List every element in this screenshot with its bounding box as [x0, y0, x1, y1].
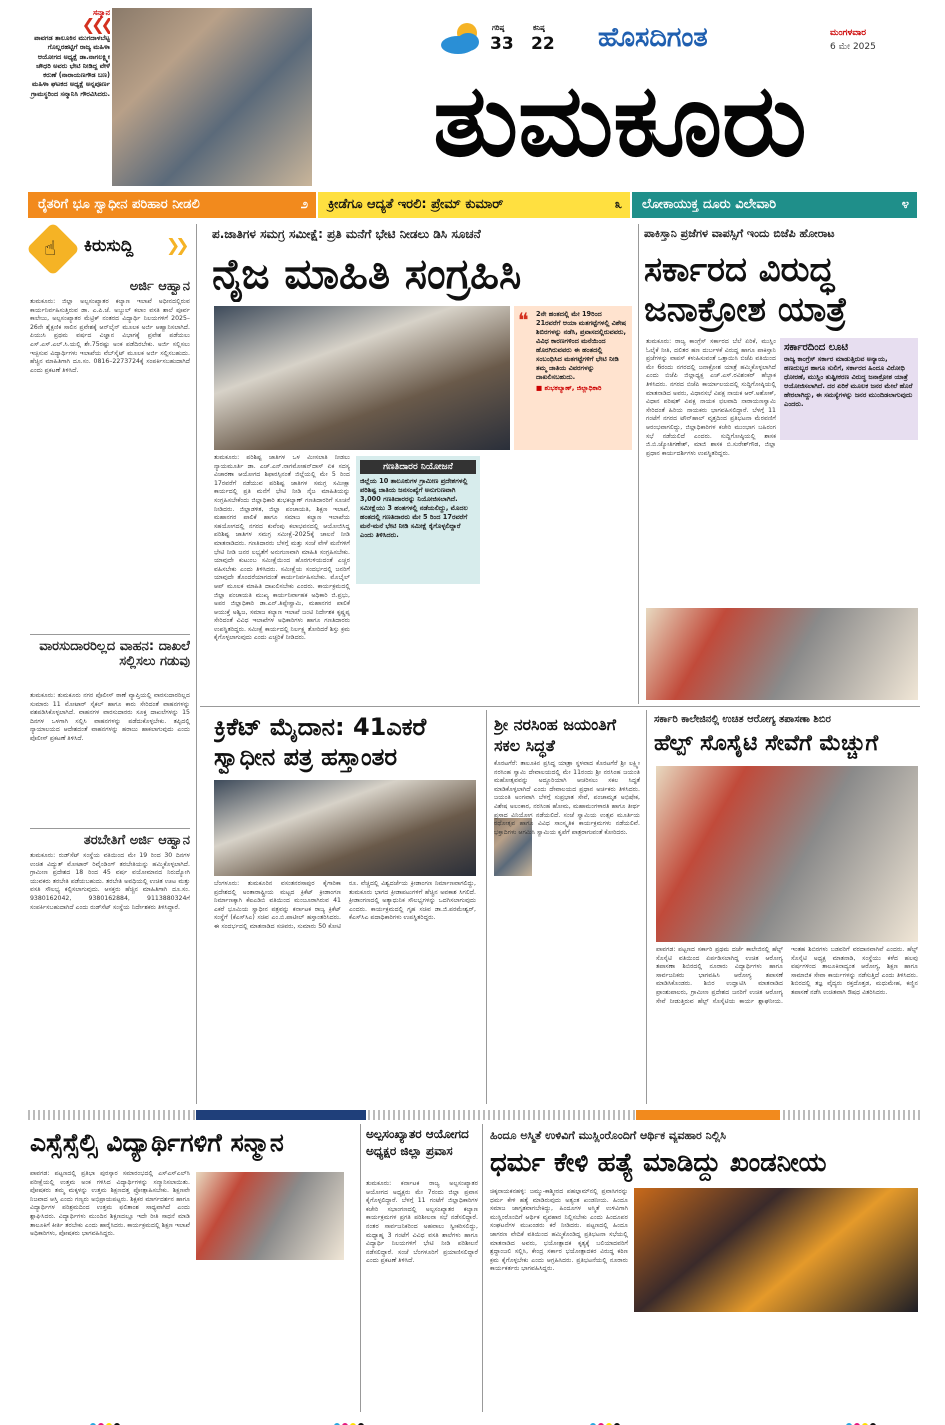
strip-link-3[interactable]: ಲೋಕಾಯುಕ್ತ ದೂರು ವಿಲೇವಾರಿ ೪	[632, 192, 917, 218]
sslc-title: ಎಸ್ಸೆಸ್ಸೆಲ್ಸಿ ವಿದ್ಯಾರ್ಥಿಗಳಿಗೆ ಸನ್ಮಾನ	[30, 1130, 284, 1157]
lead-callout-credit: ■ ಶುಭಕಲ್ಯಾಣ್, ಜಿಲ್ಲಾಧಿಕಾರಿ	[536, 384, 602, 392]
hindu-body-cont	[634, 1316, 918, 1408]
registration-dots-1	[90, 1414, 122, 1425]
temp-low-label: ಕನಿಷ್ಠ	[533, 24, 545, 32]
lead-callout	[514, 306, 632, 450]
right-box	[780, 338, 918, 440]
right-box-title: ಸರ್ಕಾರದಿಂದ ಲೂಟಿ	[784, 342, 849, 353]
corner-caption	[28, 8, 110, 190]
narasimha-body: ಕೊರಟಗೆರೆ: ತಾಲೂಕಿನ ಪ್ರಸಿದ್ಧ ಯಾತ್ರಾ ಸ್ಥಳವಾದ ಕೊರಟಗೆರೆ ಶ್ರೀ ಲಕ್ಷ್ಮೀ ನರಸಿಂಹ ಸ್ವಾಮಿ ದೇವಾಲಯದಲ್ಲಿ ಮೇ 11ರಂದು ಶ್ರೀ ನರಸಿಂಹ ಜಯಂತಿ ಮಹೋತ್ಸವವನ್ನು ಅದ್ದೂರಿಯಾಗಿ ಆಚರಿಸಲು ಸಕಲ ಸಿದ್ಧತೆ ಮಾಡಿಕೊಳ್ಳಲಾಗಿದೆ ಎಂದು ದೇವಾಲಯದ ಪ್ರಧಾನ ಅರ್ಚಕರು ತಿಳಿಸಿದರು. ಜಯಂತಿ ಅಂಗವಾಗಿ ಬೆಳಗ್ಗೆ ಸುಪ್ರಭಾತ ಸೇವೆ, ಪಂಚಾಮೃತ ಅಭಿಷೇಕ, ವಿಶೇಷ ಅಲಂಕಾರ, ನರಸಿಂಹ ಹೋಮ, ಮಹಾಮಂಗಳಾರತಿ ಹಾಗೂ ತೀರ್ಥ ಪ್ರಸಾದ ವಿನಿಯೋಗ ನಡೆಯಲಿದೆ. ಸಂಜೆ ಸ್ವಾಮಿಯ ಉತ್ಸವ ಮೂರ್ತಿಯ ರಥೋತ್ಸವ ಹಾಗೂ ವಿವಿಧ ಸಾಂಸ್ಕೃತಿಕ ಕಾರ್ಯಕ್ರಮಗಳು ನಡೆಯಲಿವೆ. ಭಕ್ತಾದಿಗಳು ಆಗಮಿಸಿ ಸ್ವಾಮಿಯ ಕೃಪೆಗೆ ಪಾತ್ರರಾಗುವಂತೆ ಕೋರಿದರು.	[494, 760, 640, 836]
corner-tag: ಸನ್ಮಾನ	[92, 8, 110, 17]
health-kicker: ಸರ್ಕಾರಿ ಕಾಲೇಜಿನಲ್ಲಿ ಉಚಿತ ಆರೋಗ್ಯ ತಪಾಸಣಾ ಶಿಬಿರ	[654, 714, 831, 725]
hindu-body: ಚಿಕ್ಕನಾಯಕನಹಳ್ಳಿ: ಜಮ್ಮು-ಕಾಶ್ಮೀರದ ಪಹಲ್ಗಾಮ್‌ನಲ್ಲಿ ಪ್ರವಾಸಿಗರನ್ನು ಧರ್ಮ ಕೇಳಿ ಹತ್ಯೆ ಮಾಡಿರುವುದು ಅತ್ಯಂತ ಖಂಡನೀಯ. ಹಿಂದೂ ಸಮಾಜ ಜಾಗೃತವಾಗಬೇಕಿದ್ದು, ಹಿಂದೂಗಳ ಅಸ್ಮಿತೆ ಉಳಿವಿಗಾಗಿ ಮುಸ್ಲಿಂರೊಂದಿಗೆ ಆರ್ಥಿಕ ವ್ಯವಹಾರ ನಿಲ್ಲಿಸಬೇಕು ಎಂದು ಹಿಂದೂಪರ ಸಂಘಟನೆಗಳ ಮುಖಂಡರು ಕರೆ ನೀಡಿದರು. ಪಟ್ಟಣದಲ್ಲಿ ಹಿಂದೂ ಜಾಗರಣ ವೇದಿಕೆ ವತಿಯಿಂದ ಹಮ್ಮಿಕೊಂಡಿದ್ದ ಪ್ರತಿಭಟನಾ ಸಭೆಯಲ್ಲಿ ಮಾತನಾಡಿದ ಅವರು, ಭಯೋತ್ಪಾದಕ ಕೃತ್ಯಕ್ಕೆ ಬಲಿಯಾದವರಿಗೆ ಶ್ರದ್ಧಾಂಜಲಿ ಸಲ್ಲಿಸಿ, ಕೇಂದ್ರ ಸರ್ಕಾರ ಭಯೋತ್ಪಾದಕರ ವಿರುದ್ಧ ಕಠಿಣ ಕ್ರಮ ಕೈಗೊಳ್ಳಬೇಕು ಎಂದು ಆಗ್ರಹಿಸಿದರು. ಪ್ರತಿಭಟನೆಯಲ್ಲಿ ನೂರಾರು ಕಾರ್ಯಕರ್ತರು ಭಾಗವಹಿಸಿದ್ದರು.	[490, 1188, 628, 1273]
lead-callout-text: 2ನೇ ಹಂತದಲ್ಲಿ ಮೇ 19ರಿಂದ 21ರವರೆಗೆ ಆಯಾ ಮತಗಟ್ಟೆಗಳಲ್ಲಿ ವಿಶೇಷ ಶಿಬಿರಗಳನ್ನು ನಡೆಸಿ, ಪ್ರವಾಸದಲ್ಲಿರುವವರು, ವಿವಿಧ ಕಾರಣಗಳಿಂದ ಮನೆಯಿಂದ ಹೊರಗಿರುವವರು ಈ ಹಂತದಲ್ಲಿ ಸಂಬಂಧಿಸಿದ ಮತಗಟ್ಟೆಗಳಿಗೆ ಭೇಟಿ ನೀಡಿ ತಮ್ಮ ಜಾತಿಯ ವಿವರಗಳನ್ನು ದಾಖಲಿಸಬಹುದು.	[536, 310, 627, 381]
corner-text: ಪಾವಗಡ ತಾಲೂಕಿನ ಮುಗದಾಳಬೆಟ್ಟ ಗೊಲ್ಲರಹಟ್ಟಿಗೆ ರಾಜ್ಯ ಮಹಿಳಾ ಆಯೋಗದ ಅಧ್ಯಕ್ಷೆ ಡಾ.ನಾಗಲಕ್ಷ್ಮೀ ಚೌಧರಿ ಅವರು ಭೇಟಿ ನೀಡಿದ್ದ ವೇಳೆ ಕರುಣೆ (ನಾರಾಯಣಗೌಡ ಬಣ) ಮಹಿಳಾ ಘಟಕದ ಅಧ್ಯಕ್ಷೆ ಅನ್ನಪೂರ್ಣ ಗ್ರಾಮಸ್ಥರಿಂದ ಸನ್ಮಾನಿಸಿ ಗೌರವಿಸಿದರು.	[30, 34, 110, 98]
lead-title: ನೈಜ ಮಾಹಿತಿ ಸಂಗ್ರಹಿಸಿ	[212, 252, 522, 298]
lead-box-body: ಜಿಲ್ಲೆಯ 10 ತಾಲೂಕುಗಳ ಗ್ರಾಮೀಣ ಪ್ರದೇಶಗಳಲ್ಲಿ ಪರಿಶಿಷ್ಟ ಜಾತಿಯ ಜನಸಂಖ್ಯೆಗೆ ಅನುಗುಣವಾಗಿ 3,000 ಗಣತಿದಾರರನ್ನು ನಿಯೋಜಿಸಲಾಗಿದೆ. ಸಮೀಕ್ಷೆಯು 3 ಹಂತಗಳಲ್ಲಿ ನಡೆಯಲಿದ್ದು, ಮೊದಲ ಹಂತದಲ್ಲಿ ಗಣತಿದಾರರು ಮೇ 5 ರಿಂದ 17ರವರೆಗೆ ಮನೆ-ಮನೆ ಭೇಟಿ ನೀಡಿ ಸಮೀಕ್ಷೆ ಕೈಗೊಳ್ಳಲಿದ್ದಾರೆ ಎಂದು ತಿಳಿಸಿದರು.	[360, 477, 468, 539]
bottom-divider	[28, 1110, 920, 1120]
masthead-date: 6 ಮೇ 2025	[830, 42, 876, 52]
weather-cloud-icon	[436, 20, 488, 56]
right-photo	[646, 608, 918, 700]
cricket-title: ಕ್ರಿಕೆಟ್ ಮೈದಾನ: 41ಎಕರೆ ಸ್ವಾಧೀನ ಪತ್ರ ಹಸ್ತಾಂತರ	[214, 713, 427, 771]
strip-link-2[interactable]: ಕ್ರೀಡೆಗೂ ಆದ್ಯತೆ ಇರಲಿ: ಪ್ರೇಮ್ ಕುಮಾರ್ ೩	[318, 192, 630, 218]
health-photo	[656, 766, 918, 942]
lead-box-title: ಗಣತಿದಾರರ ನಿಯೋಜನೆ	[360, 460, 476, 474]
left-s1-title: ಅರ್ಜಿ ಆಹ್ವಾನ	[129, 280, 190, 294]
temp-low: 22	[531, 34, 555, 54]
left-s2-body: ತುಮಕೂರು: ತುಮಕೂರು ನಗರ ಪೊಲೀಸ್ ಠಾಣೆ ವ್ಯಾಪ್ತಿಯಲ್ಲಿ ವಾರಸುದಾರರಿಲ್ಲದ ಸುಮಾರು 11 ಮೋಟಾರ್ ಸೈಕಲ್ ಹಾಗೂ ಕಾರು ಸೇರಿದಂತೆ ವಾಹನಗಳನ್ನು ವಶಪಡಿಸಿಕೊಳ್ಳಲಾಗಿದೆ. ವಾಹನಗಳ ವಾರಸುದಾರರು ಸೂಕ್ತ ದಾಖಲೆಗಳನ್ನು 15 ದಿನಗಳ ಒಳಗಾಗಿ ಸಲ್ಲಿಸಿ ವಾಹನಗಳನ್ನು ಪಡೆದುಕೊಳ್ಳಬೇಕು. ತಪ್ಪಿದಲ್ಲಿ ನ್ಯಾಯಾಲಯದ ಆದೇಶದಂತೆ ವಾಹನಗಳನ್ನು ಹರಾಜು ಹಾಕಲಾಗುವುದು ಎಂದು ಪೊಲೀಸ್ ಪ್ರಕಟಣೆ ತಿಳಿಸಿದೆ.	[30, 692, 190, 742]
kirusuddi-brand: ಕಿರುಸುದ್ದಿ	[84, 236, 134, 256]
registration-dots-3	[590, 1414, 622, 1425]
hindu-photo	[634, 1188, 918, 1312]
corner-photo	[112, 8, 312, 186]
registration-dots-4	[846, 1414, 878, 1425]
bottom-accent-blue	[196, 1110, 366, 1120]
hindu-title: ಧರ್ಮ ಕೇಳಿ ಹತ್ಯೆ ಮಾಡಿದ್ದು ಖಂಡನೀಯ	[490, 1150, 827, 1178]
sslc-photo	[196, 1172, 344, 1260]
chevron-icon: ❮❮❮	[81, 15, 110, 34]
lead-kicker: ಪ.ಜಾತಿಗಳ ಸಮಗ್ರ ಸಮೀಕ್ಷೆ: ಪ್ರತಿ ಮನೆಗೆ ಭೇಟಿ ನೀಡಲು ಡಿಸಿ ಸೂಚನೆ	[212, 228, 481, 241]
right-title: ಸರ್ಕಾರದ ವಿರುದ್ಧ ಜನಾಕ್ರೋಶ ಯಾತ್ರೆ	[644, 250, 848, 330]
lead-body-left	[214, 454, 350, 702]
right-body: ತುಮಕೂರು: ರಾಜ್ಯ ಕಾಂಗ್ರೆಸ್ ಸರ್ಕಾರದ ಬೆಲೆ ಏರಿಕೆ, ಮುಸ್ಲಿಂ ಓಲೈಕೆ ನೀತಿ, ದಲಿತರ ಹಣ ದುರ್ಬಳಕೆ ವಿರುದ್ಧ ಹಾಗೂ ಪಾಕಿಸ್ತಾನಿ ಪ್ರಜೆಗಳನ್ನು ವಾಪಸ್ ಕಳುಹಿಸುವಂತೆ ಒತ್ತಾಯಿಸಿ ಬಿಜೆಪಿ ವತಿಯಿಂದ ಮೇ 6ರಂದು ನಗರದಲ್ಲಿ ಜನಾಕ್ರೋಶ ಯಾತ್ರೆ ಹಮ್ಮಿಕೊಳ್ಳಲಾಗಿದೆ ಎಂದು ಬಿಜೆಪಿ ಜಿಲ್ಲಾಧ್ಯಕ್ಷ ಎಚ್.ಎಸ್.ರವಿಶಂಕರ್ ಹೆಬ್ಬಾಕ ತಿಳಿಸಿದರು. ನಗರದ ಬಿಜೆಪಿ ಕಾರ್ಯಾಲಯದಲ್ಲಿ ಸುದ್ದಿಗೋಷ್ಠಿಯಲ್ಲಿ ಮಾತನಾಡಿದ ಅವರು, ವಿಧಾನಸಭೆ ವಿಪಕ್ಷ ನಾಯಕ ಆರ್.ಅಶೋಕ್, ವಿಧಾನ ಪರಿಷತ್ ವಿಪಕ್ಷ ನಾಯಕ ಛಲವಾದಿ ನಾರಾಯಣಸ್ವಾಮಿ ಸೇರಿದಂತೆ ಹಿರಿಯ ನಾಯಕರು ಭಾಗವಹಿಸಲಿದ್ದಾರೆ. ಬೆಳಗ್ಗೆ 11 ಗಂಟೆಗೆ ನಗರದ ಟೌನ್‌ಹಾಲ್ ವೃತ್ತದಿಂದ ಪ್ರತಿಭಟನಾ ಮೆರವಣಿಗೆ ಆರಂಭವಾಗಲಿದ್ದು, ಜಿಲ್ಲಾಧಿಕಾರಿಗಳ ಕಚೇರಿ ಮುಂಭಾಗ ಬಹಿರಂಗ ಸಭೆ ನಡೆಯಲಿದೆ ಎಂದರು. ಸುದ್ದಿಗೋಷ್ಠಿಯಲ್ಲಿ ಶಾಸಕ ಜಿ.ಬಿ.ಜ್ಯೋತಿಗಣೇಶ್, ಮಾಜಿ ಶಾಸಕ ಬಿ.ಸುರೇಶ್‌ಗೌಡ, ಜಿಲ್ಲಾ ಪ್ರಧಾನ ಕಾರ್ಯದರ್ಶಿಗಳು ಉಪಸ್ಥಿತರಿದ್ದರು.	[646, 338, 776, 457]
brand-name: ಹೊಸದಿಗಂತ	[598, 22, 708, 53]
chevron-right-icon: ❯❯	[166, 236, 185, 256]
minority-body: ತುಮಕೂರು: ಕರ್ನಾಟಕ ರಾಜ್ಯ ಅಲ್ಪಸಂಖ್ಯಾತರ ಆಯೋಗದ ಅಧ್ಯಕ್ಷರು ಮೇ 7ರಂದು ಜಿಲ್ಲಾ ಪ್ರವಾಸ ಕೈಗೊಳ್ಳಲಿದ್ದಾರೆ. ಬೆಳಗ್ಗೆ 11 ಗಂಟೆಗೆ ಜಿಲ್ಲಾಧಿಕಾರಿಗಳ ಕಚೇರಿ ಸಭಾಂಗಣದಲ್ಲಿ ಅಲ್ಪಸಂಖ್ಯಾತರ ಕಲ್ಯಾಣ ಕಾರ್ಯಕ್ರಮಗಳ ಪ್ರಗತಿ ಪರಿಶೀಲನಾ ಸಭೆ ನಡೆಸಲಿದ್ದಾರೆ. ನಂತರ ಸಾರ್ವಜನಿಕರಿಂದ ಅಹವಾಲು ಸ್ವೀಕರಿಸಲಿದ್ದು, ಮಧ್ಯಾಹ್ನ 3 ಗಂಟೆಗೆ ವಿವಿಧ ವಸತಿ ಶಾಲೆಗಳು ಹಾಗೂ ವಿದ್ಯಾರ್ಥಿ ನಿಲಯಗಳಿಗೆ ಭೇಟಿ ನೀಡಿ ಪರಿಶೀಲನೆ ನಡೆಸಲಿದ್ದಾರೆ. ಸಂಜೆ ಬೆಂಗಳೂರಿಗೆ ಪ್ರಯಾಣಿಸಲಿದ್ದಾರೆ ಎಂದು ಪ್ರಕಟಣೆ ತಿಳಿಸಿದೆ.	[366, 1180, 478, 1265]
lead-body-mid	[356, 588, 480, 702]
left-s1-body: ತುಮಕೂರು: ಜಿಲ್ಲಾ ಅಲ್ಪಸಂಖ್ಯಾತರ ಕಲ್ಯಾಣ ಇಲಾಖೆ ಅಧೀನದಲ್ಲಿರುವ ಕಾರ್ಯನಿರ್ವಹಿಸುತ್ತಿರುವ ಡಾ. ಎ.ಪಿ.ಜೆ. ಅಬ್ದುಲ್ ಕಲಾಂ ವಸತಿ ಶಾಲೆ ಪೂರ್ವ ಕಾಲೇಜು, ಅಲ್ಪಸಂಖ್ಯಾತರ ಮೆಟ್ರಿಕ್ ನಂತರದ ವಿದ್ಯಾರ್ಥಿ ನಿಲಯಗಳಿಗೆ 2025–26ನೇ ಶೈಕ್ಷಣಿಕ ಸಾಲಿನ ಪ್ರವೇಶಕ್ಕೆ ಆನ್‌ಲೈನ್ ಮೂಲಕ ಅರ್ಜಿ ಆಹ್ವಾನಿಸಲಾಗಿದೆ. ಪಿಯುಸಿ ಪ್ರಥಮ ವರ್ಷದ ವಿಜ್ಞಾನ ವಿಭಾಗಕ್ಕೆ ಪ್ರವೇಶ ಪಡೆಯಲು ಎಸ್.ಎಸ್.ಎಲ್.ಸಿ.ಯಲ್ಲಿ ಶೇ.75ರಷ್ಟು ಅಂಕ ಪಡೆದಿರಬೇಕು. ಅರ್ಜಿ ಸಲ್ಲಿಸಲು ಇಚ್ಛಿಸುವ ವಿದ್ಯಾರ್ಥಿಗಳು ಇಲಾಖೆಯ ವೆಬ್‌ಸೈಟ್ ಮೂಲಕ ಅರ್ಜಿ ಸಲ್ಲಿಸಬಹುದು. ಹೆಚ್ಚಿನ ಮಾಹಿತಿಗಾಗಿ ದೂ.ಸಂ. 0816–2273724ಕ್ಕೆ ಸಂಪರ್ಕಿಸಬಹುದಾಗಿದೆ ಎಂದು ಪ್ರಕಟಣೆ ತಿಳಿಸಿದೆ.	[30, 298, 190, 374]
narasimha-title: ಶ್ರೀ ನರಸಿಂಹ ಜಯಂತಿಗೆ ಸಕಲ ಸಿದ್ಧತೆ	[494, 715, 617, 755]
right-box-body: ರಾಜ್ಯ ಕಾಂಗ್ರೆಸ್ ಸರ್ಕಾರ ಮಾಡುತ್ತಿರುವ ಅನ್ಯಾಯ, ಹಣದುಬ್ಬರ ಹಾಗೂ ಸುಲಿಗೆ, ಸರ್ಕಾರದ ಹಿಂದೂ ವಿರೋಧಿ ಧೋರಣೆ, ಮುಸ್ಲಿಂ ತುಷ್ಟೀಕರಣ ವಿರುದ್ಧ ಜನಾಕ್ರೋಶ ಯಾತ್ರೆ ಆಯೋಜಿಸಲಾಗಿದೆ. ದರ ಏರಿಕೆ ಮೂಲಕ ಜನರ ಮೇಲೆ ಹೊರೆ ಹೇರಲಾಗಿದ್ದು, ಈ ಸಮಸ್ಯೆಗಳನ್ನು ಜನರ ಮುಂದಿಡಲಾಗುವುದು ಎಂದರು.	[784, 355, 913, 408]
temp-high: 33	[490, 34, 514, 54]
health-title: ಹೆಲ್ಪ್ ಸೊಸೈಟಿ ಸೇವೆಗೆ ಮೆಚ್ಚುಗೆ	[654, 732, 879, 756]
lead-body-text: ತುಮಕೂರು: ಪರಿಶಿಷ್ಟ ಜಾತಿಗಳ ಒಳ ಮೀಸಲಾತಿ ನೀಡಲು ನ್ಯಾಯಮೂರ್ತಿ ಡಾ. ಎಚ್.ಎನ್.ನಾಗಮೋಹನ್‌ದಾಸ್ ಏಕ ಸದಸ್ಯ ವಿಚಾರಣಾ ಆಯೋಗದ ಶಿಫಾರಸ್ಸಿನಂತೆ ಜಿಲ್ಲೆಯಲ್ಲಿ ಮೇ 5 ರಿಂದ 17ರವರೆಗೆ ನಡೆಯುವ ಪರಿಶಿಷ್ಟ ಜಾತಿಗಳ ಸಮಗ್ರ ಸಮೀಕ್ಷಾ ಕಾರ್ಯದಲ್ಲಿ ಪ್ರತಿ ಮನೆಗೆ ಭೇಟಿ ನೀಡಿ ನೈಜ ಮಾಹಿತಿಯನ್ನು ಸಂಗ್ರಹಿಸಬೇಕೆಂದು ಜಿಲ್ಲಾಧಿಕಾರಿ ಶುಭಕಲ್ಯಾಣ್ ಗಣತಿದಾರರಿಗೆ ಸೂಚನೆ ನೀಡಿದರು. ಜಿಲ್ಲಾಡಳಿತ, ಜಿಲ್ಲಾ ಪಂಚಾಯತಿ, ಶಿಕ್ಷಣ ಇಲಾಖೆ, ಮಹಾನಗರ ಪಾಲಿಕೆ ಹಾಗೂ ಸಮಾಜ ಕಲ್ಯಾಣ ಇಲಾಖೆಯ ಸಹಯೋಗದಲ್ಲಿ ನಗರದ ಕುವೆಂಪು ಕಲಾಭವನದಲ್ಲಿ ಆಯೋಜಿಸಿದ್ದ ಪರಿಶಿಷ್ಟ ಜಾತಿಗಳ ಸಮಗ್ರ ಸಮೀಕ್ಷೆ-2025ಕ್ಕೆ ಚಾಲನೆ ನೀಡಿ ಮಾತನಾಡಿದರು. ಗಣತಿದಾರರು ಬೆಳಗ್ಗೆ ಮತ್ತು ಸಂಜೆ ವೇಳೆ ಮನೆಗಳಿಗೆ ಭೇಟಿ ನೀಡಿ ಜನರ ಲಭ್ಯತೆಗೆ ಅನುಗುಣವಾಗಿ ಮಾಹಿತಿ ಸಂಗ್ರಹಿಸಬೇಕು. ಯಾವುದೇ ಕುಟುಂಬ ಸಮೀಕ್ಷೆಯಿಂದ ಹೊರಗುಳಿಯದಂತೆ ಎಚ್ಚರ ವಹಿಸಬೇಕು ಎಂದು ತಿಳಿಸಿದರು. ಸಮೀಕ್ಷೆಯ ಸಂದರ್ಭದಲ್ಲಿ ಜನರಿಗೆ ಯಾವುದೇ ತೊಂದರೆಯಾಗದಂತೆ ಕಾರ್ಯನಿರ್ವಹಿಸಬೇಕು. ಮೊಬೈಲ್ ಆಪ್ ಮೂಲಕ ಮಾಹಿತಿ ದಾಖಲಿಸಬೇಕು ಎಂದರು. ಕಾರ್ಯಕ್ರಮದಲ್ಲಿ ಜಿಲ್ಲಾ ಪಂಚಾಯತಿ ಮುಖ್ಯ ಕಾರ್ಯನಿರ್ವಾಹಕ ಅಧಿಕಾರಿ ಜಿ.ಪ್ರಭು, ಅಪರ ಜಿಲ್ಲಾಧಿಕಾರಿ ಡಾ.ಎನ್.ತಿಪ್ಪೇಸ್ವಾಮಿ, ಮಹಾನಗರ ಪಾಲಿಕೆ ಆಯುಕ್ತೆ ಅಶ್ವಿಜ, ಸಮಾಜ ಕಲ್ಯಾಣ ಇಲಾಖೆ ಜಂಟಿ ನಿರ್ದೇಶಕ ಕೃಷ್ಣಪ್ಪ ಸೇರಿದಂತೆ ವಿವಿಧ ಇಲಾಖೆಗಳ ಅಧಿಕಾರಿಗಳು ಹಾಗೂ ಗಣತಿದಾರರು ಉಪಸ್ಥಿತರಿದ್ದರು. ಸಮೀಕ್ಷೆ ಕಾರ್ಯದಲ್ಲಿ ನಿರ್ಲಕ್ಷ್ಯ ತೋರಿದರೆ ಶಿಸ್ತು ಕ್ರಮ ಕೈಗೊಳ್ಳಲಾಗುವುದು ಎಂದು ಎಚ್ಚರಿಕೆ ನೀಡಿದರು.	[214, 454, 350, 642]
temp-high-label: ಗರಿಷ್ಠ	[492, 24, 505, 32]
registration-dots-2	[334, 1414, 366, 1425]
left-s3-body: ತುಮಕೂರು: ರುಡ್‌ಸೆಟ್ ಸಂಸ್ಥೆಯ ವತಿಯಿಂದ ಮೇ 19 ರಿಂದ 30 ದಿನಗಳ ಉಚಿತ ವಿದ್ಯುತ್ ಮೋಟಾರ್ ರಿವೈಂಡಿಂಗ್ ತರಬೇತಿಯನ್ನು ಹಮ್ಮಿಕೊಳ್ಳಲಾಗಿದೆ. ಗ್ರಾಮೀಣ ಪ್ರದೇಶದ 18 ರಿಂದ 45 ವರ್ಷ ವಯೋಮಾನದ ನಿರುದ್ಯೋಗಿ ಯುವಕರು ತರಬೇತಿ ಪಡೆಯಬಹುದು. ತರಬೇತಿ ಅವಧಿಯಲ್ಲಿ ಉಚಿತ ಊಟ ಮತ್ತು ವಸತಿ ಸೌಲಭ್ಯ ಕಲ್ಪಿಸಲಾಗುವುದು. ಆಸಕ್ತರು ಹೆಚ್ಚಿನ ಮಾಹಿತಿಗಾಗಿ ದೂ.ಸಂ. 9380162042, 9380162884, 9113880324ಗೆ ಸಂಪರ್ಕಿಸಬಹುದಾಗಿದೆ ಎಂದು ರುಡ್‌ಸೆಟ್ ಸಂಸ್ಥೆಯ ನಿರ್ದೇಶಕರು ತಿಳಿಸಿದ್ದಾರೆ.	[30, 852, 190, 911]
cricket-body: ಬೆಂಗಳೂರು: ತುಮಕೂರಿನ ವಸಂತನರಸಾಪುರ ಕೈಗಾರಿಕಾ ಪ್ರದೇಶದಲ್ಲಿ ಅಂತಾರಾಷ್ಟ್ರೀಯ ಮಟ್ಟದ ಕ್ರಿಕೆಟ್ ಕ್ರೀಡಾಂಗಣ ನಿರ್ಮಾಣಕ್ಕಾಗಿ ಕೆಐಎಡಿಬಿ ವತಿಯಿಂದ ಮಂಜೂರಾಗಿರುವ 41 ಎಕರೆ ಭೂಮಿಯ ಸ್ವಾಧೀನ ಪತ್ರವನ್ನು ಕರ್ನಾಟಕ ರಾಜ್ಯ ಕ್ರಿಕೆಟ್ ಸಂಸ್ಥೆಗೆ (ಕೆಎಸ್‌ಸಿಎ) ಸಚಿವ ಎಂ.ಬಿ.ಪಾಟೀಲ್ ಹಸ್ತಾಂತರಿಸಿದರು. ಈ ಸಂದರ್ಭದಲ್ಲಿ ಮಾತನಾಡಿದ ಸಚಿವರು, ಸುಮಾರು 50 ಕೋಟಿ ರೂ. ವೆಚ್ಚದಲ್ಲಿ ವಿಶ್ವದರ್ಜೆಯ ಕ್ರೀಡಾಂಗಣ ನಿರ್ಮಾಣವಾಗಲಿದ್ದು, ತುಮಕೂರು ಭಾಗದ ಕ್ರೀಡಾಪಟುಗಳಿಗೆ ಹೆಚ್ಚಿನ ಅವಕಾಶ ಸಿಗಲಿದೆ. ಕ್ರೀಡಾಂಗಣದಲ್ಲಿ ಅತ್ಯಾಧುನಿಕ ಸೌಲಭ್ಯಗಳನ್ನು ಒದಗಿಸಲಾಗುವುದು ಎಂದರು. ಕಾರ್ಯಕ್ರಮದಲ್ಲಿ ಗೃಹ ಸಚಿವ ಡಾ.ಜಿ.ಪರಮೇಶ್ವರ್, ಕೆಎಸ್‌ಸಿಎ ಪದಾಧಿಕಾರಿಗಳು ಉಪಸ್ಥಿತರಿದ್ದರು.	[214, 880, 476, 930]
minority-title: ಅಲ್ಪಸಂಖ್ಯಾತರ ಆಯೋಗದ ಅಧ್ಯಕ್ಷರ ಜಿಲ್ಲಾ ಪ್ರವಾಸ	[366, 1127, 469, 1158]
lead-box	[356, 456, 480, 584]
hindu-kicker: ಹಿಂದೂ ಅಸ್ಮಿತೆ ಉಳಿವಿಗೆ ಮುಸ್ಲಿಂರೊಂದಿಗೆ ಆರ್ಥಿಕ ವ್ಯವಹಾರ ನಿಲ್ಲಿಸಿ	[490, 1130, 726, 1142]
hand-glyph-icon: ☝	[44, 236, 57, 260]
quote-icon: ❝	[518, 308, 529, 332]
sslc-body-right	[196, 1264, 356, 1408]
left-s3-title: ತರಬೇತಿಗೆ ಅರ್ಜಿ ಆಹ್ವಾನ	[83, 834, 190, 848]
masthead-day: ಮಂಗಳವಾರ	[830, 28, 867, 38]
edition-title: ತುಮಕೂರು	[433, 62, 807, 179]
sslc-body-left: ಪಾವಗಡ: ಪಟ್ಟಣದಲ್ಲಿ ಪ್ರತಿಭಾ ಪುರಸ್ಕಾರ ಸಮಾರಂಭದಲ್ಲಿ ಎಸ್‌ಎಸ್‌ಎಲ್‌ಸಿ ಪರೀಕ್ಷೆಯಲ್ಲಿ ಉತ್ತಮ ಅಂಕ ಗಳಿಸಿದ ವಿದ್ಯಾರ್ಥಿಗಳನ್ನು ಸನ್ಮಾನಿಸಲಾಯಿತು. ಪೋಷಕರು ತಮ್ಮ ಮಕ್ಕಳನ್ನು ಉತ್ತಮ ಶಿಕ್ಷಣದತ್ತ ಪ್ರೋತ್ಸಾಹಿಸಬೇಕು. ಶಿಕ್ಷಣವೇ ನಿಜವಾದ ಆಸ್ತಿ ಎಂದು ಗಣ್ಯರು ಅಭಿಪ್ರಾಯಪಟ್ಟರು. ಶಿಕ್ಷಕರ ಮಾರ್ಗದರ್ಶನ ಹಾಗೂ ವಿದ್ಯಾರ್ಥಿಗಳ ಪರಿಶ್ರಮದಿಂದ ಉತ್ತಮ ಫಲಿತಾಂಶ ಸಾಧ್ಯವಾಗಿದೆ ಎಂದು ಶ್ಲಾಘಿಸಿದರು. ವಿದ್ಯಾರ್ಥಿಗಳು ಮುಂದಿನ ಶಿಕ್ಷಣದಲ್ಲೂ ಇದೇ ರೀತಿ ಸಾಧನೆ ಮಾಡಿ ತಾಲೂಕಿಗೆ ಕೀರ್ತಿ ತರಬೇಕು ಎಂದು ಹಾರೈಸಿದರು. ಕಾರ್ಯಕ್ರಮದಲ್ಲಿ ಶಿಕ್ಷಣ ಇಲಾಖೆ ಅಧಿಕಾರಿಗಳು, ಪೋಷಕರು ಭಾಗವಹಿಸಿದ್ದರು.	[30, 1170, 190, 1238]
health-body: ಪಾವಗಡ: ಪಟ್ಟಣದ ಸರ್ಕಾರಿ ಪ್ರಥಮ ದರ್ಜೆ ಕಾಲೇಜಿನಲ್ಲಿ ಹೆಲ್ಪ್ ಸೊಸೈಟಿ ವತಿಯಿಂದ ಏರ್ಪಡಿಸಲಾಗಿದ್ದ ಉಚಿತ ಆರೋಗ್ಯ ತಪಾಸಣಾ ಶಿಬಿರದಲ್ಲಿ ನೂರಾರು ವಿದ್ಯಾರ್ಥಿಗಳು ಹಾಗೂ ಸಾರ್ವಜನಿಕರು ಭಾಗವಹಿಸಿ ಆರೋಗ್ಯ ತಪಾಸಣೆ ಮಾಡಿಸಿಕೊಂಡರು. ಶಿಬಿರ ಉದ್ಘಾಟಿಸಿ ಮಾತನಾಡಿದ ಪ್ರಾಂಶುಪಾಲರು, ಗ್ರಾಮೀಣ ಪ್ರದೇಶದ ಜನರಿಗೆ ಉಚಿತ ಆರೋಗ್ಯ ಸೇವೆ ನೀಡುತ್ತಿರುವ ಹೆಲ್ಪ್ ಸೊಸೈಟಿಯ ಕಾರ್ಯ ಶ್ಲಾಘನೀಯ. ಇಂತಹ ಶಿಬಿರಗಳು ಬಡವರಿಗೆ ವರದಾನವಾಗಿವೆ ಎಂದರು. ಹೆಲ್ಪ್ ಸೊಸೈಟಿ ಅಧ್ಯಕ್ಷ ಮಾತನಾಡಿ, ಸಂಸ್ಥೆಯು ಕಳೆದ ಹಲವು ವರ್ಷಗಳಿಂದ ತಾಲೂಕಿನಾದ್ಯಂತ ಆರೋಗ್ಯ, ಶಿಕ್ಷಣ ಹಾಗೂ ಸಾಮಾಜಿಕ ಸೇವಾ ಕಾರ್ಯಗಳನ್ನು ನಡೆಸುತ್ತಿದೆ ಎಂದು ತಿಳಿಸಿದರು. ಶಿಬಿರದಲ್ಲಿ ತಜ್ಞ ವೈದ್ಯರು ರಕ್ತದೊತ್ತಡ, ಮಧುಮೇಹ, ಕಣ್ಣಿನ ತಪಾಸಣೆ ನಡೆಸಿ ಉಚಿತವಾಗಿ ಔಷಧ ವಿತರಿಸಿದರು.	[656, 946, 918, 1005]
right-body-cont	[780, 444, 918, 602]
lead-body-right	[486, 454, 632, 702]
bottom-accent-orange	[636, 1110, 780, 1120]
kirusuddi-banner	[28, 226, 186, 272]
strip-link-1[interactable]: ರೈತರಿಗೆ ಭೂ ಸ್ವಾಧೀನ ಪರಿಹಾರ ನೀಡಲಿ ೨	[28, 192, 316, 218]
right-kicker: ಪಾಕಿಸ್ತಾನಿ ಪ್ರಜೆಗಳ ವಾಪಸ್ಸಿಗೆ ಇಂದು ಬಿಜೆಪಿ ಹೋರಾಟ	[644, 228, 835, 240]
left-s2-title: ವಾರಸುದಾರರಿಲ್ಲದ ವಾಹನ: ದಾಖಲೆ ಸಲ್ಲಿಸಲು ಗಡುವು	[39, 640, 190, 669]
lead-photo	[214, 306, 510, 450]
cricket-photo	[214, 780, 476, 876]
